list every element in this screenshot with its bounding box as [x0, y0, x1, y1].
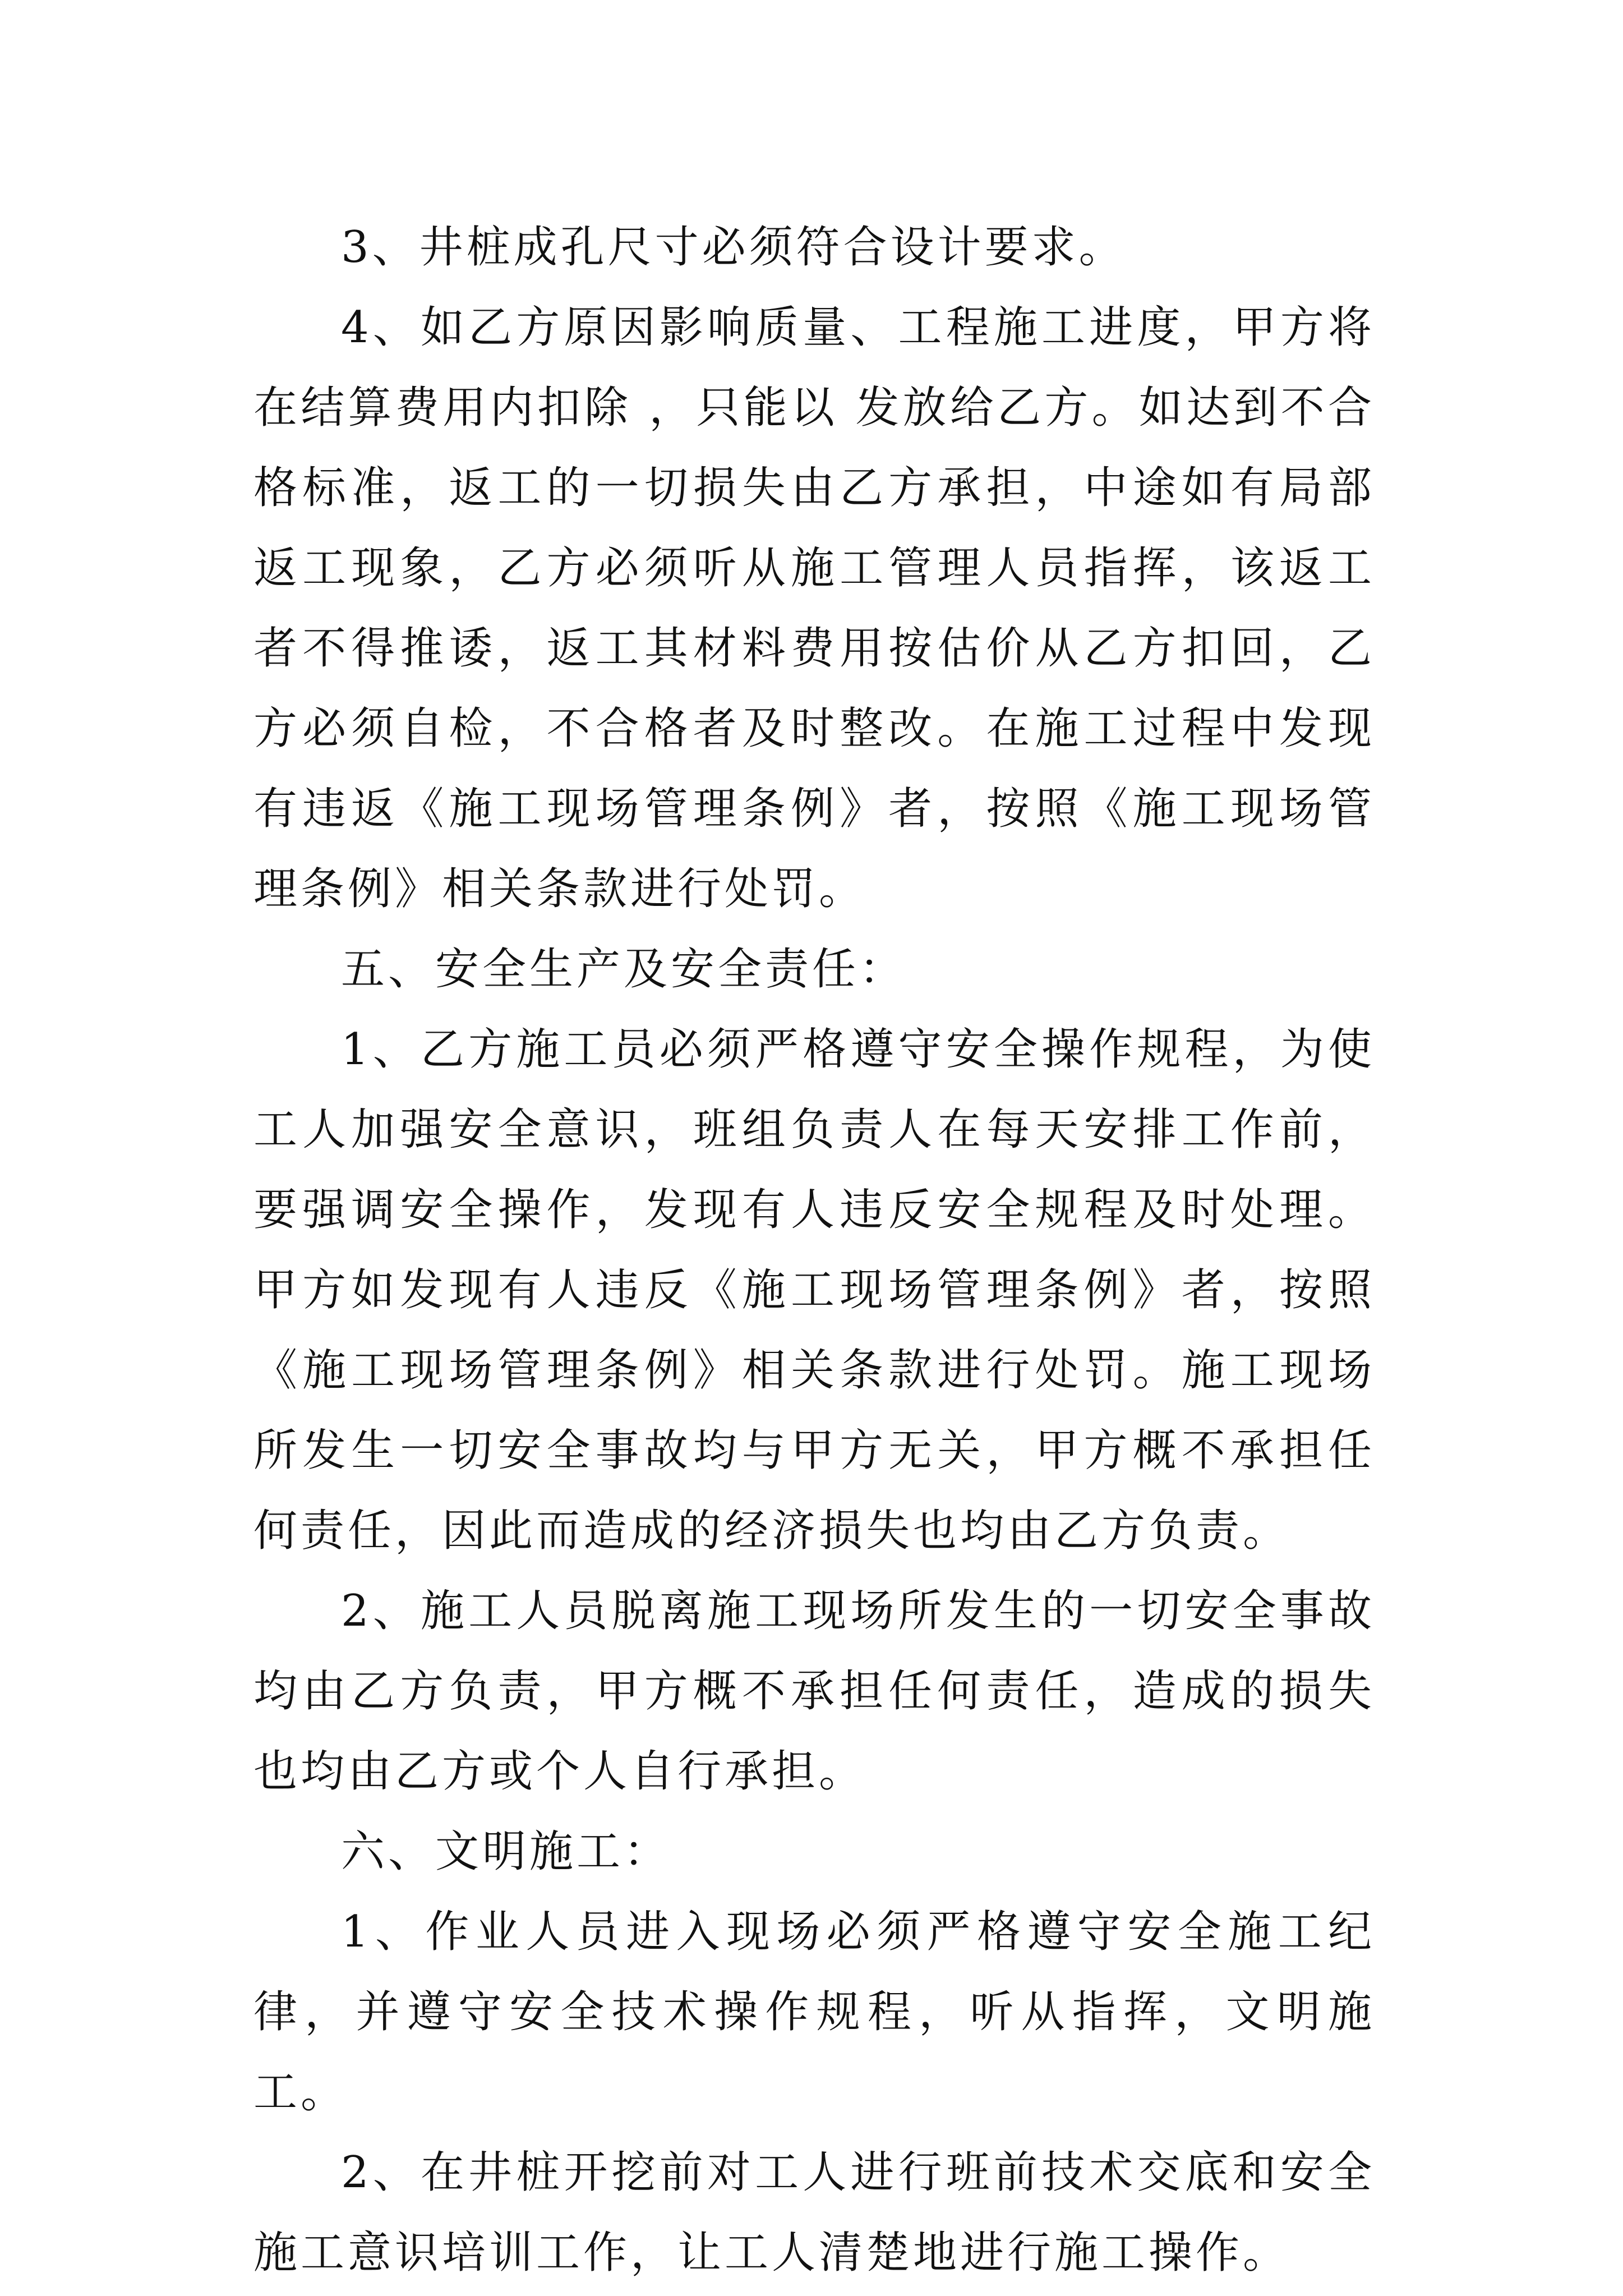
section-heading-safety: 五、安全生产及安全责任：: [341, 944, 907, 995]
paragraph-safety-1: 1、乙方施工员必须严格遵守安全操作规程，为使工人加强安全意识，班组负责人在每天安排工作前，要强调安全操作，发现有人违反安全规程及时处理。甲方如发现有人违反《施工现场管理条例》者，按照《施工现场管理条例》相关条款进行处罚。施工现场所发生一切安全事故均与甲方无关，甲方概不承担任何责任，因此而造成的经济损失也均由乙方负责。: [253, 1024, 1375, 1556]
section-heading-civilized-construction: 六、文明施工：: [341, 1826, 671, 1877]
paragraph-item-3: 3、井桩成孔尺寸必须符合设计要求。: [341, 222, 1126, 273]
paragraph-civilized-1: 1、作业人员进入现场必须严格遵守安全施工纪律，并遵守安全技术操作规程，听从指挥，文明施工。: [253, 1907, 1375, 2118]
paragraph-safety-2: 2、施工人员脱离施工现场所发生的一切安全事故均由乙方负责，甲方概不承担任何责任，造成的损失也均由乙方或个人自行承担。: [253, 1586, 1375, 1797]
document-body: [253, 208, 1375, 2293]
paragraph-item-4: 4、如乙方原因影响质量、工程施工进度，甲方将在结算费用内扣除 ，只能以 发放给乙方。如达到不合格标准，返工的一切损失由乙方承担，中途如有局部返工现象，乙方必须听从施工管理人员指挥，该返工者不得推诿，返工其材料费用按估价从乙方扣回，乙方必须自检，不合格者及时整改。在施工过程中发现有违返《施工现场管理条例》者，按照《施工现场管理条例》相关条款进行处罚。: [253, 302, 1375, 914]
paragraph-civilized-2: 2、在井桩开挖前对工人进行班前技术交底和安全施工意识培训工作，让工人清楚地进行施工操作。: [253, 2147, 1375, 2278]
